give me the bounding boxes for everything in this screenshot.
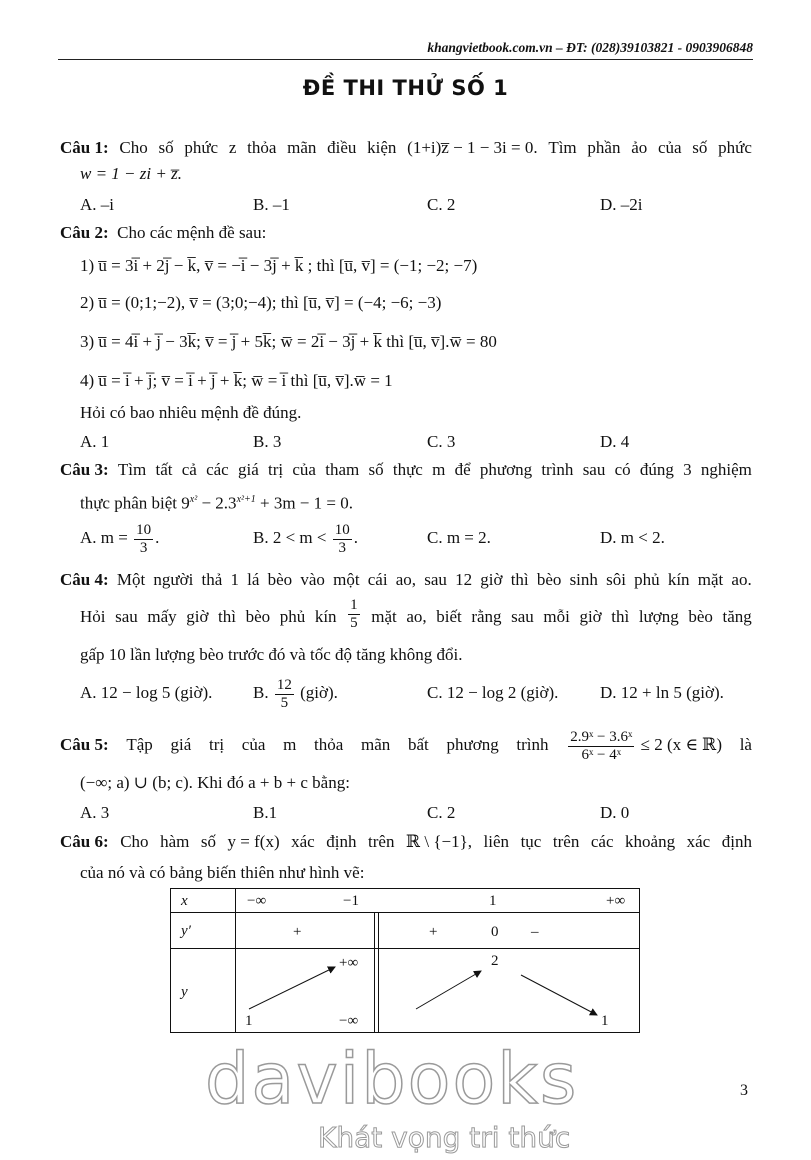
word: sau bbox=[511, 607, 534, 626]
word: để bbox=[454, 460, 471, 479]
word: xác bbox=[291, 832, 315, 851]
word: phủ bbox=[279, 607, 306, 626]
word: kín bbox=[667, 570, 690, 589]
word: phức bbox=[184, 138, 219, 157]
word: các bbox=[590, 832, 614, 851]
derivative-sign: + bbox=[293, 924, 302, 940]
q5-option-b: B.1 bbox=[253, 803, 278, 822]
q4-option-b-fraction bbox=[275, 677, 294, 712]
word: số bbox=[200, 832, 216, 851]
q2-option-c: C. 3 bbox=[427, 432, 456, 451]
q3-eq-end: + 3m − 1 = 0. bbox=[255, 493, 353, 513]
q1-line1 bbox=[60, 138, 752, 158]
increasing-arrow bbox=[416, 971, 481, 1009]
word: trên bbox=[368, 832, 395, 851]
q5-last-word: là bbox=[739, 735, 752, 754]
word: bất bbox=[408, 735, 429, 754]
q1-option-d: D. –2i bbox=[600, 195, 643, 214]
variation-table bbox=[170, 888, 640, 1033]
variation-arrows bbox=[171, 889, 639, 1032]
word: sau bbox=[424, 570, 447, 589]
q3-eq-exp2: x²+1 bbox=[236, 494, 256, 505]
q3-option-d: D. m < 2. bbox=[600, 528, 665, 547]
q2-option-d: D. 4 bbox=[600, 432, 630, 451]
numerator: 1 bbox=[350, 597, 358, 613]
watermark-slogan: Khát vọng tri thức bbox=[318, 1121, 571, 1154]
word: hàm bbox=[160, 832, 190, 851]
word: tất bbox=[155, 460, 173, 479]
q1-option-c: C. 2 bbox=[427, 195, 456, 214]
q2-statement-3: 3) u̅ = 4i̅ + j̅ − 3k̅; v̅ = j̅ + 5k̅; w̅ = 2i̅ − 3j̅ + k̅ thì [u̅, v̅].w̅ = 80 bbox=[80, 332, 497, 351]
row-label-yprime: y′ bbox=[181, 923, 191, 939]
word: bèo bbox=[245, 607, 271, 626]
q2-statement-1: 1) u̅ = 3i̅ + 2j̅ − k̅, v̅ = −i̅ − 3j̅ + k̅ ; thì [u̅, v̅] = (−1; −2; −7) bbox=[80, 256, 478, 275]
word: sôi bbox=[606, 570, 626, 589]
q4-line3: gấp 10 lần lượng bèo trước đó và tốc độ tăng không đổi. bbox=[80, 645, 463, 664]
word: mỗi bbox=[543, 607, 570, 626]
word: của bbox=[657, 138, 682, 157]
word: giá bbox=[170, 735, 192, 754]
q4-option-b-suffix: (giờ). bbox=[295, 683, 338, 702]
q3-option-a-prefix: A. m = bbox=[80, 528, 133, 547]
word: xác bbox=[686, 832, 711, 851]
word: trị bbox=[268, 460, 284, 479]
denominator: 3 bbox=[338, 539, 346, 556]
numerator: 10 bbox=[136, 521, 152, 538]
q5-option-c: C. 2 bbox=[427, 803, 456, 822]
word: tục bbox=[520, 832, 542, 851]
q3-eq-mid: − 2.3 bbox=[197, 493, 237, 513]
word: sinh bbox=[569, 570, 598, 589]
word: cả bbox=[181, 460, 197, 479]
q2-label: Câu 2: bbox=[60, 223, 109, 242]
q4-option-a: A. 12 − log 5 (giờ). bbox=[80, 683, 213, 702]
q4-fraction bbox=[348, 597, 360, 637]
word: thực bbox=[392, 460, 423, 479]
q6-label: Câu 6: bbox=[60, 832, 109, 851]
q5-fraction bbox=[568, 729, 634, 764]
decreasing-arrow bbox=[521, 975, 597, 1015]
q3-option-a-fraction bbox=[134, 522, 153, 557]
word: phần bbox=[587, 138, 621, 157]
word: tham bbox=[325, 460, 360, 479]
x-value: 1 bbox=[489, 893, 497, 909]
q1-label: Câu 1: bbox=[60, 138, 109, 157]
word: 12 bbox=[455, 570, 473, 589]
numerator: 2.9ˣ − 3.6ˣ bbox=[570, 728, 633, 745]
denominator: 6ˣ − 4ˣ bbox=[581, 746, 622, 763]
word: trị bbox=[208, 735, 225, 754]
q3-option-b-suffix: . bbox=[353, 528, 358, 547]
word: bèo bbox=[267, 570, 293, 589]
word: y = f(x) bbox=[227, 832, 280, 851]
word: trên bbox=[552, 832, 580, 851]
word: phương bbox=[446, 735, 499, 754]
q3-label: Câu 3: bbox=[60, 460, 109, 479]
word: giá bbox=[237, 460, 259, 479]
word: các bbox=[206, 460, 229, 479]
word: m bbox=[432, 460, 446, 479]
q4-line2 bbox=[80, 597, 752, 637]
word: thỏa bbox=[314, 735, 344, 754]
word: 1 bbox=[230, 570, 239, 589]
q5-inequality bbox=[566, 725, 722, 765]
q4-label: Câu 4: bbox=[60, 570, 109, 589]
word: Tập bbox=[126, 735, 153, 754]
word: một bbox=[333, 570, 360, 589]
q3-option-b-prefix: B. 2 < m < bbox=[253, 528, 331, 547]
denominator: 5 bbox=[280, 694, 289, 711]
q4-option-b bbox=[253, 673, 338, 713]
q6-line1 bbox=[60, 832, 752, 852]
word: cái bbox=[367, 570, 388, 589]
q2-statement-4: 4) u̅ = i̅ + j̅; v̅ = i̅ + j̅ + k̅; w̅ = i̅ thì [u̅, v̅].w̅ = 1 bbox=[80, 371, 393, 390]
derivative-sign: 0 bbox=[491, 924, 499, 940]
y-value: 2 bbox=[491, 953, 499, 969]
word: đúng bbox=[639, 460, 674, 479]
q5-line2: (−∞; a) ∪ (b; c). Khi đó a + b + c bằng: bbox=[80, 773, 350, 792]
word: mặt bbox=[697, 570, 724, 589]
page-title: ĐỀ THI THỬ SỐ 1 bbox=[302, 76, 509, 100]
word: định bbox=[326, 832, 357, 851]
word: liên bbox=[483, 832, 510, 851]
x-value: +∞ bbox=[606, 893, 626, 909]
word: tăng bbox=[722, 607, 752, 626]
word: người bbox=[153, 570, 194, 589]
word: lá bbox=[247, 570, 260, 589]
word: Một bbox=[116, 570, 146, 589]
q3-eq-exp1: x² bbox=[189, 494, 198, 505]
word: bèo bbox=[536, 570, 562, 589]
q5-option-d: D. 0 bbox=[600, 803, 630, 822]
word: m bbox=[283, 735, 297, 754]
word: ao. bbox=[731, 570, 752, 589]
q3-line1 bbox=[60, 460, 752, 480]
q3-eq-base: 9 bbox=[181, 493, 190, 513]
watermark-logo: davibooks bbox=[205, 1038, 579, 1120]
word: rằng bbox=[471, 607, 502, 626]
denominator: 5 bbox=[350, 615, 358, 631]
q3-line2 bbox=[80, 490, 353, 514]
q2-intro: Cho các mệnh đề sau: bbox=[117, 223, 267, 242]
q3-option-c: C. m = 2. bbox=[427, 528, 491, 547]
row-label-y: y bbox=[181, 984, 188, 1000]
word: biết bbox=[436, 607, 462, 626]
word: sau bbox=[582, 460, 606, 479]
word: mặt bbox=[371, 607, 397, 626]
derivative-sign: + bbox=[429, 924, 438, 940]
word: thỏa bbox=[247, 138, 277, 157]
word: phức bbox=[718, 138, 752, 157]
word: số bbox=[692, 138, 708, 157]
numerator: 12 bbox=[276, 676, 292, 693]
q4-option-d: D. 12 + ln 5 (giờ). bbox=[600, 683, 724, 702]
word: vào bbox=[300, 570, 325, 589]
q2-statement-2: 2) u̅ = (0;1;−2), v̅ = (3;0;−4); thì [u̅, v̅] = (−4; −6; −3) bbox=[80, 293, 442, 312]
word: Tìm bbox=[117, 460, 147, 479]
q3-option-a bbox=[80, 518, 159, 558]
q3-option-b bbox=[253, 518, 358, 558]
word: bèo bbox=[688, 607, 713, 626]
q5-line1 bbox=[60, 725, 752, 765]
word: kiện bbox=[367, 138, 397, 157]
page-number: 3 bbox=[740, 1082, 748, 1099]
numerator: 10 bbox=[334, 521, 350, 538]
word: Tìm bbox=[548, 138, 577, 157]
word: Cho bbox=[119, 138, 148, 157]
q1-option-b: B. –1 bbox=[253, 195, 290, 214]
y-value: −∞ bbox=[339, 1013, 359, 1029]
word: kín bbox=[314, 607, 337, 626]
word: thì bbox=[611, 607, 630, 626]
word: z bbox=[228, 138, 237, 157]
word: điều bbox=[327, 138, 357, 157]
q5-option-a: A. 3 bbox=[80, 803, 110, 822]
q3-option-a-suffix: . bbox=[155, 528, 160, 547]
word: có bbox=[614, 460, 631, 479]
word: số bbox=[368, 460, 384, 479]
word: 3 bbox=[683, 460, 692, 479]
x-value: −∞ bbox=[247, 893, 267, 909]
word: (1+i)z̅ − 1 − 3i = 0. bbox=[407, 138, 538, 157]
word: Hỏi bbox=[80, 607, 106, 626]
word: giờ bbox=[186, 607, 209, 626]
y-value: 1 bbox=[601, 1013, 609, 1029]
word: mấy bbox=[147, 607, 177, 626]
q3-line2-text: thực phân biệt bbox=[80, 493, 182, 513]
word: khoảng bbox=[625, 832, 676, 851]
word: trình bbox=[541, 460, 574, 479]
row-label-x: x bbox=[181, 893, 188, 909]
increasing-arrow bbox=[249, 967, 335, 1009]
word: phương bbox=[479, 460, 533, 479]
q1-line2: w = 1 − zi + z̅. bbox=[80, 164, 182, 183]
q2-line1 bbox=[60, 223, 266, 243]
q4-option-c: C. 12 − log 2 (giờ). bbox=[427, 683, 559, 702]
word: thì bbox=[218, 607, 236, 626]
word: mãn bbox=[287, 138, 317, 157]
page-header: khangvietbook.com.vn – ĐT: (028)39103821 - 0903906848 bbox=[427, 40, 753, 55]
word: của bbox=[241, 735, 266, 754]
word: phủ bbox=[634, 570, 660, 589]
word: ℝ \ {−1}, bbox=[406, 832, 473, 851]
word: thả bbox=[201, 570, 223, 589]
y-value: +∞ bbox=[339, 955, 359, 971]
word: giờ bbox=[480, 570, 503, 589]
word: mãn bbox=[361, 735, 391, 754]
denominator: 3 bbox=[139, 539, 148, 556]
q2-option-a: A. 1 bbox=[80, 432, 110, 451]
q4-line1 bbox=[60, 570, 752, 590]
word: ao, bbox=[395, 570, 417, 589]
word: Cho bbox=[120, 832, 149, 851]
word: định bbox=[721, 832, 752, 851]
word: thì bbox=[510, 570, 529, 589]
x-value: −1 bbox=[343, 893, 359, 909]
y-value: 1 bbox=[245, 1013, 253, 1029]
word: ao, bbox=[406, 607, 427, 626]
word: của bbox=[292, 460, 316, 479]
word: ảo bbox=[631, 138, 648, 157]
word: số bbox=[158, 138, 174, 157]
word: nghiệm bbox=[700, 460, 752, 479]
header-divider bbox=[58, 59, 753, 60]
q5-label: Câu 5: bbox=[60, 735, 109, 754]
q1-option-a: A. –i bbox=[80, 195, 114, 214]
q2-question: Hỏi có bao nhiêu mệnh đề đúng. bbox=[80, 403, 302, 422]
word: giờ bbox=[579, 607, 602, 626]
q4-option-b-prefix: B. bbox=[253, 683, 273, 702]
q6-line2: của nó và có bảng biến thiên như hình vẽ: bbox=[80, 863, 365, 882]
q2-option-b: B. 3 bbox=[253, 432, 282, 451]
word: lượng bbox=[638, 607, 679, 626]
word: sau bbox=[115, 607, 138, 626]
word: trình bbox=[516, 735, 549, 754]
q5-inequality-rhs: ≤ 2 (x ∈ ℝ) bbox=[640, 735, 722, 754]
q3-option-b-fraction bbox=[333, 522, 352, 557]
derivative-sign: – bbox=[531, 924, 539, 940]
